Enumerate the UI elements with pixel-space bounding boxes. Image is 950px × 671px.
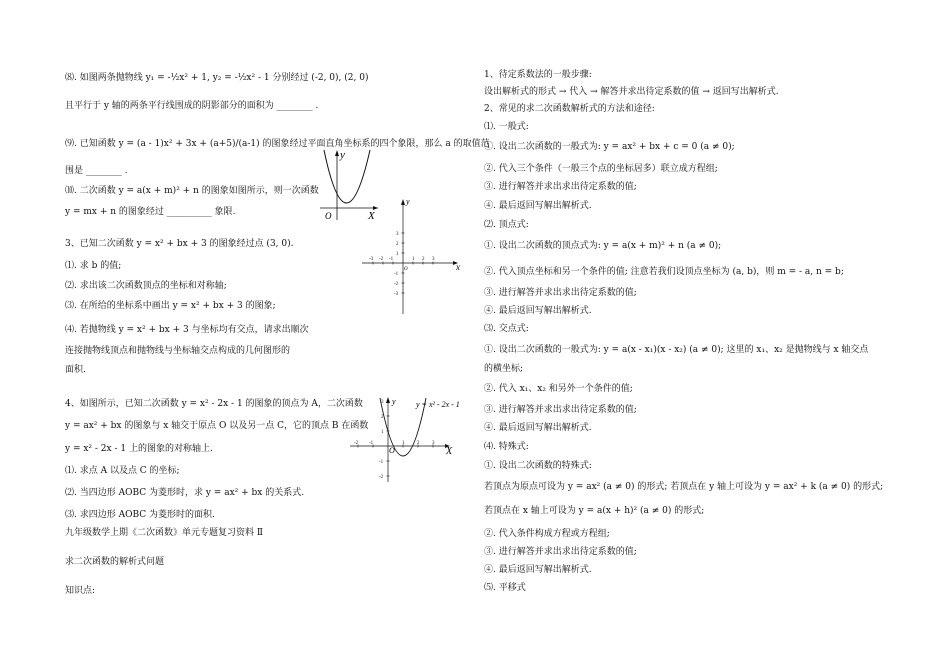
question-3-part-4-cont: 连接抛物线顶点和抛物线与坐标轴交点构成的几何图形的 (65, 346, 291, 356)
fig3-x-tick: 3 (432, 441, 435, 446)
question-8-line-2: 且平行于 y 轴的两条平行线围成的阴影部分的面积为 ________ . (65, 101, 319, 111)
fig2-x-tick: -1 (389, 257, 394, 262)
question-4-line-3: y = x² - 2x - 1 上的图象的对称轴上. (65, 444, 213, 454)
right-line-11: ②. 代入顶点坐标和另一个条件的值; 注意若我们设顶点坐标为 (a, b)，则 m = - a, n = b; (484, 267, 844, 277)
right-line-16: 的横坐标; (484, 364, 524, 374)
fig3-y-tick: -1 (379, 460, 384, 465)
question-10-line-1: ⑽. 二次函数 y = a(x + m)² + n 的图象如图所示，则一次函数 (65, 186, 319, 196)
fig2-y-label: y (406, 197, 410, 206)
question-4-line-2: y = ax² + bx 的图象与 x 轴交于原点 O 以及另一点 C，它的顶点 B 在函数 (65, 421, 369, 431)
right-line-18: ③. 进行解答并求出求出待定系数的值; (484, 405, 637, 415)
right-line-4: ⑴. 一般式: (484, 122, 529, 132)
fig2-x-tick: -3 (369, 257, 374, 262)
right-line-26: ④. 最后返回写解出解析式. (484, 565, 592, 575)
question-4-part-3: ⑶. 求四边形 AOBC 为菱形时的面积. (65, 510, 215, 520)
right-line-9: ⑵. 顶点式: (484, 220, 529, 230)
right-line-22: 若顶点为原点可设为 y = ax² (a ≠ 0) 的形式; 若顶点在 y 轴上可设为 y = ax² + k (a ≠ 0) 的形式; (484, 482, 884, 492)
fig3-x-label: X (446, 446, 453, 457)
right-line-23: 若顶点在 x 轴上可设为 y = a(x + h)² (a ≠ 0) 的形式; (484, 506, 705, 516)
knowledge-heading: 知识点: (65, 586, 96, 596)
question-4-part-2: ⑵. 当四边形 AOBC 为菱形时，求 y = ax² + bx 的关系式. (65, 488, 305, 498)
right-line-20: ⑷. 特殊式: (484, 442, 529, 452)
question-3-part-4-end: 面积. (65, 365, 86, 375)
question-3-part-1: ⑴. 求 b 的值; (65, 261, 122, 271)
right-line-19: ④. 最后返回写解出解析式. (484, 423, 592, 433)
right-line-14: ⑶. 交点式: (484, 324, 529, 334)
right-line-17: ②. 代入 x₁、x₂ 和另外一个条件的值; (484, 384, 633, 394)
right-line-15: ①. 设出二次函数的一般式为: y = a(x - x₁)(x - x₂) (a ≠ 0); 这里的 x₁、x₂ 是抛物线与 x 轴交点 (484, 345, 869, 355)
figure-axes-question-3 (358, 196, 464, 316)
document-header: 九年级数学上期《二次函数》单元专题复习资料 Ⅱ (65, 528, 263, 538)
fig3-y-tick: 3 (381, 400, 384, 405)
fig2-y-tick: -3 (394, 292, 399, 297)
right-line-2: 设出解析式的形式 → 代入 → 解答并求出待定系数的值 → 返回写出解析式. (484, 87, 779, 97)
question-4-part-1: ⑴. 求点 A 以及点 C 的坐标; (65, 466, 180, 476)
right-line-1: 1、待定系数法的一般步骤: (484, 70, 592, 80)
fig3-y-tick: -2 (379, 475, 384, 480)
question-9-line-1: ⑼. 已知函数 y = (a - 1)x² + 3x + (a+5)/(a-1) 的图象经过平面直角坐标系的四个象限，那么 a 的取值范 (65, 139, 490, 149)
fig3-y-tick: 1 (381, 430, 384, 435)
fig1-y-label: y (340, 149, 345, 161)
topic-title: 求二次函数的解析式问题 (65, 557, 165, 567)
question-3-part-4: ⑷. 若抛物线 y = x² + bx + 3 与坐标均有交点，请求出顺次 (65, 325, 309, 335)
fig2-y-tick: 3 (396, 232, 399, 237)
fig2-x-tick: 2 (422, 257, 425, 262)
question-4-line-1: 4、如图所示，已知二次函数 y = x² - 2x - 1 的图象的顶点为 A，二次函数 (65, 399, 363, 409)
right-line-13: ④. 最后返回写解出解析式. (484, 306, 592, 316)
right-line-25: ③. 进行解答并求出求出待定系数的值; (484, 547, 637, 557)
fig1-x-label: X (368, 210, 375, 222)
question-8-line-1: ⑻. 如图两条抛物线 y₁ = -½x² + 1, y₂ = -½x² - 1 分别经过 (-2, 0), (2, 0) (65, 73, 369, 83)
right-line-5: ①. 设出二次函数的一般式为: y = ax² + bx + c = 0 (a ≠ 0); (484, 142, 735, 152)
fig3-x-tick: 2 (417, 441, 420, 446)
fig3-x-tick: 1 (402, 441, 405, 446)
right-line-10: ①. 设出二次函数的顶点式为: y = a(x + m)² + n (a ≠ 0); (484, 241, 722, 251)
right-line-3: 2、常见的求二次函数解析式的方法和途径: (484, 104, 655, 114)
fig1-origin-label: O (325, 211, 332, 221)
question-9-line-2: 围是 ________ . (65, 166, 128, 176)
right-line-7: ③. 进行解答并求出求出待定系数的值; (484, 182, 637, 192)
fig3-y-tick: 2 (381, 415, 384, 420)
right-line-6: ②. 代入三个条件（一般三个点的坐标居多）联立成方程组; (484, 164, 718, 174)
fig3-origin-label: O (389, 446, 395, 455)
fig2-x-tick: -2 (379, 257, 384, 262)
question-3-part-2: ⑵. 求出该二次函数顶点的坐标和对称轴; (65, 281, 227, 291)
fig3-curve-label: y = x² - 2x - 1 (416, 400, 460, 409)
fig2-y-tick: 2 (396, 242, 399, 247)
fig2-x-tick: 3 (432, 257, 435, 262)
fig3-x-tick: -2 (354, 441, 359, 446)
fig2-x-label: x (456, 262, 460, 272)
right-line-12: ③. 进行解答并求出求出待定系数的值; (484, 288, 637, 298)
question-10-line-2: y = mx + n 的图象经过 __________ 象限. (65, 207, 236, 217)
fig2-origin-label: O (404, 267, 408, 272)
figure-parabola-question-4 (348, 392, 468, 482)
question-3-part-3: ⑶. 在所给的坐标系中画出 y = x² + bx + 3 的图象; (65, 301, 276, 311)
right-line-21: ①. 设出二次函数的特殊式: (484, 461, 592, 471)
fig3-y-label: y (392, 397, 396, 406)
fig2-y-tick: 1 (396, 252, 399, 257)
fig3-x-tick: -1 (369, 441, 374, 446)
right-line-8: ④. 最后返回写解出解析式. (484, 201, 592, 211)
question-3-line-1: 3、已知二次函数 y = x² + bx + 3 的图象经过点 (3, 0). (65, 239, 294, 249)
fig2-y-tick: -1 (394, 272, 399, 277)
fig2-x-tick: 1 (412, 257, 415, 262)
fig2-y-tick: -2 (394, 282, 399, 287)
right-line-27: ⑸. 平移式 (484, 583, 526, 593)
right-line-24: ②. 代入条件构成方程或方程组; (484, 529, 610, 539)
